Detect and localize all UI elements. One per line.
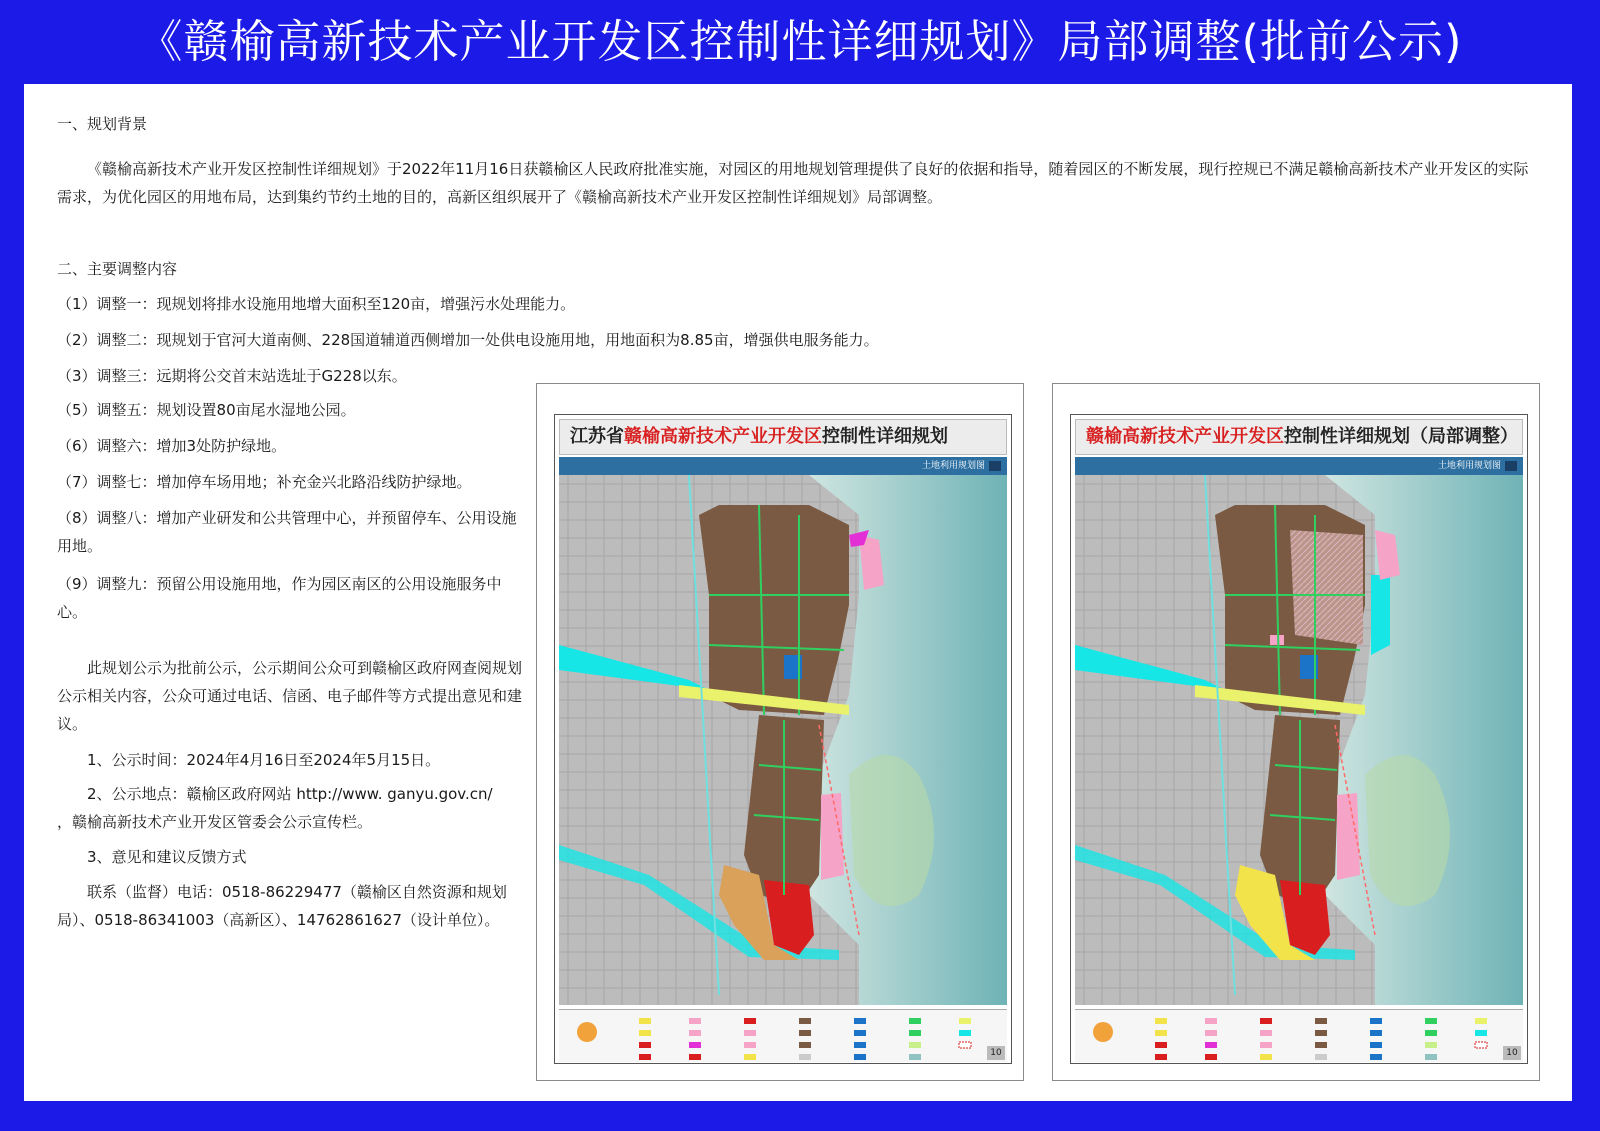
map-title (559, 419, 1007, 455)
industrial-zone-north (699, 505, 849, 715)
map-frame (554, 414, 1012, 1064)
north-arrow-icon (1093, 1022, 1113, 1042)
map-title-suffix: 控制性详细规划 (822, 426, 948, 447)
map-title-highlight: 赣榆高新技术产业开发区 (1086, 426, 1284, 447)
contact-info: 联系（监督）电话：0518-86229477（赣榆区自然资源和规划局）、0518-86341003（高新区）、14762861627（设计单位）。 (57, 883, 507, 929)
adjusted-research-zone (1290, 530, 1363, 645)
map-subtitle: 土地利用规划图 (921, 461, 985, 471)
page-title: 《赣榆高新技术产业开发区控制性详细规划》局部调整(批前公示) (137, 15, 1463, 68)
notice-place-cont: ，赣榆高新技术产业开发区管委会公示宣传栏。 (57, 813, 373, 831)
page-number: 10 (1503, 1046, 1521, 1060)
legend-swatches (1075, 1010, 1523, 1062)
map-subtitle-marker (989, 461, 1001, 471)
map-subtitle-bar (559, 457, 1007, 475)
notice-paragraph: 此规划公示为批前公示，公示期间公众可到赣榆区政府网查阅规划公示相关内容，公众可通过电话、信函、电子邮件等方式提出意见和建议。 (57, 659, 523, 733)
section2-heading: 二、主要调整内容 (57, 260, 178, 278)
public-admin-parcel (1270, 635, 1284, 645)
feedback-heading: 3、意见和建议反馈方式 (87, 848, 247, 866)
north-arrow-icon (577, 1022, 597, 1042)
cyan-parcel (1371, 575, 1390, 655)
adjustment-item: （9）调整九：预留公用设施用地，作为园区南区的公用设施服务中心。 (57, 575, 502, 621)
map-subtitle-marker (1505, 461, 1517, 471)
adjustment-item: （2）调整二：现规划于官河大道南侧、228国道辅道西侧增加一处供电设施用地，用地面积为8.85亩，增强供电服务能力。 (57, 331, 879, 349)
map-subtitle-bar (1075, 457, 1523, 475)
adjustment-item: （8）调整八：增加产业研发和公共管理中心，并预留停车、公用设施用地。 (57, 509, 517, 555)
map-title (1075, 419, 1523, 455)
section1-heading: 一、规划背景 (57, 115, 148, 133)
section1-paragraph: 《赣榆高新技术产业开发区控制性详细规划》于2022年11月16日获赣榆区人民政府批准实施，对园区的用地规划管理提供了良好的依据和指导，随着园区的不断发展，现行控规已不满足赣榆高新技术产业开发区的实际需求，为优化园区的用地布局，达到集约节约土地的目的，高新区组织展开了《赣榆高新技术产业开发区控制性详细规划》局部调整。 (57, 160, 1529, 206)
legend-swatches (559, 1010, 1007, 1062)
adjustment-item: （5）调整五：规划设置80亩尾水湿地公园。 (57, 401, 356, 419)
map-legend (559, 1009, 1007, 1062)
land-use-map (559, 475, 1007, 1005)
map-legend (1075, 1009, 1523, 1062)
map-card-original (536, 383, 1024, 1081)
notice-place: 2、公示地点：赣榆区政府网站 http://www. ganyu.gov.cn/ (87, 785, 493, 803)
map-title-suffix: 控制性详细规划（局部调整） (1284, 426, 1518, 447)
map-frame (1070, 414, 1528, 1064)
adjustment-item: （7）调整七：增加停车场用地；补充金兴北路沿线防护绿地。 (57, 473, 472, 491)
map-title-highlight: 赣榆高新技术产业开发区 (624, 426, 822, 447)
land-use-map-adjusted (1075, 475, 1523, 1005)
page-number: 10 (987, 1046, 1005, 1060)
notice-time: 1、公示时间：2024年4月16日至2024年5月15日。 (87, 751, 441, 769)
legend-swatch-group (1155, 1018, 1487, 1060)
map-title-prefix: 江苏省 (570, 426, 624, 447)
legend-swatch-group (639, 1018, 971, 1060)
adjustment-item: （1）调整一：现规划将排水设施用地增大面积至120亩，增强污水处理能力。 (57, 295, 576, 313)
adjustment-item: （3）调整三：远期将公交首末站选址于G228以东。 (57, 367, 407, 385)
map-card-adjusted (1052, 383, 1540, 1081)
adjustment-item: （6）调整六：增加3处防护绿地。 (57, 437, 287, 455)
map-subtitle: 土地利用规划图 (1437, 461, 1501, 471)
